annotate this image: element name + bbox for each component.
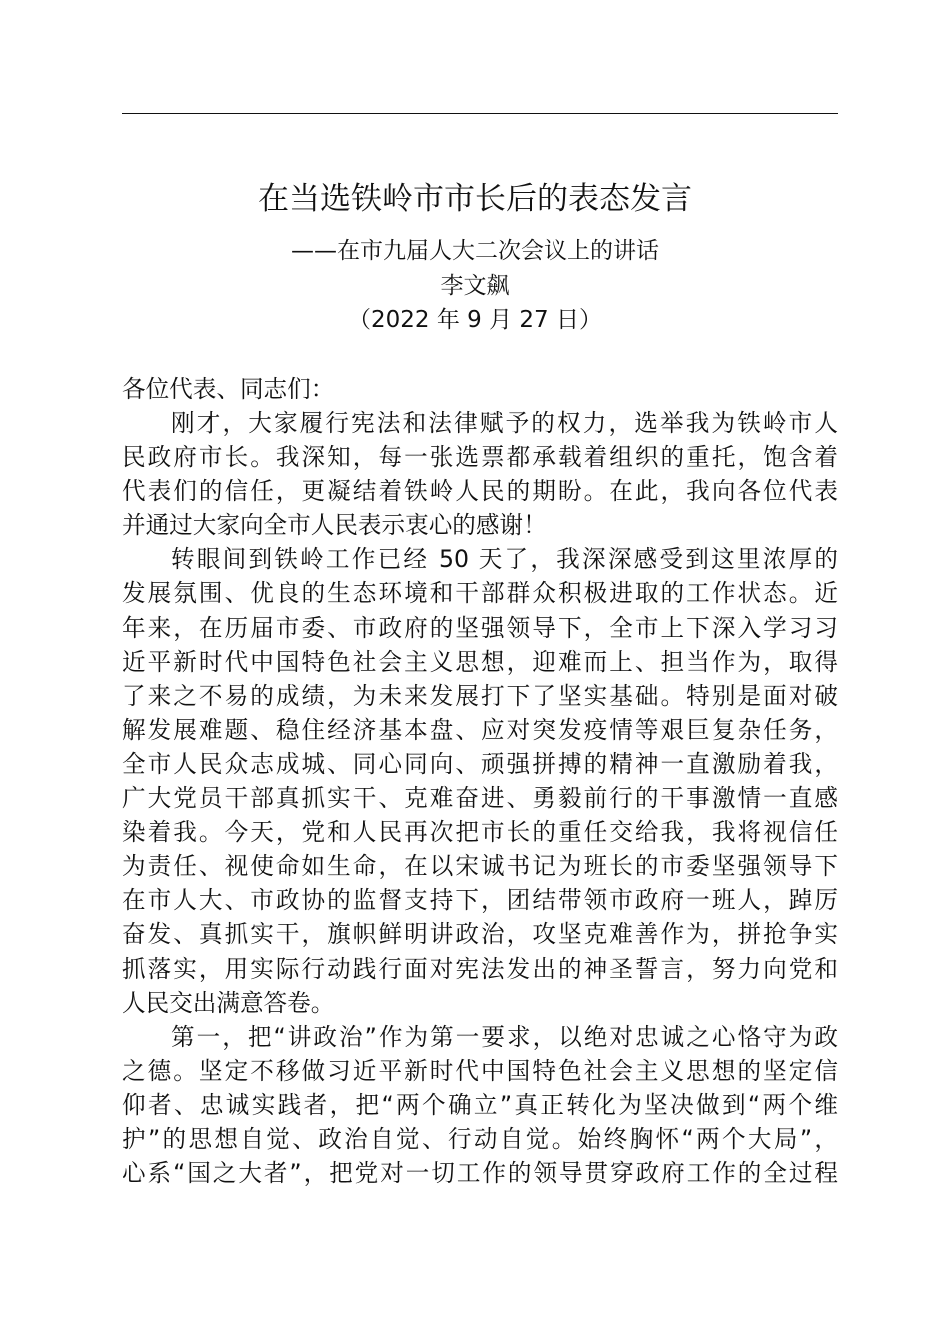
paragraph-line: 在市人大、市政协的监督支持下，团结带领市政府一班人，踔厉 bbox=[122, 886, 838, 915]
paragraph-line: 年来，在历届市委、市政府的坚强领导下，全市上下深入学习习 bbox=[122, 613, 838, 642]
speech-body bbox=[122, 372, 838, 1190]
paragraph-list bbox=[122, 406, 838, 1190]
paragraph-line: 心系“国之大者”，把党对一切工作的领导贯穿政府工作的全过程 bbox=[122, 1159, 838, 1188]
paragraph-line: 发展氛围、优良的生态环境和干部群众积极进取的工作状态。近 bbox=[122, 579, 838, 608]
paragraph-line: 代表们的信任，更凝结着铁岭人民的期盼。在此，我向各位代表 bbox=[122, 477, 838, 506]
paragraph-line: 染着我。今天，党和人民再次把市长的重任交给我，我将视信任 bbox=[122, 818, 838, 847]
paragraph-line: 解发展难题、稳住经济基本盘、应对突发疫情等艰巨复杂任务， bbox=[122, 715, 838, 744]
paragraph bbox=[122, 406, 838, 542]
paragraph-line: 近平新时代中国特色社会主义思想，迎难而上、担当作为，取得 bbox=[122, 647, 838, 676]
paragraph-line: 民政府市长。我深知，每一张选票都承载着组织的重托，饱含着 bbox=[122, 443, 838, 472]
paragraph-line: 刚才，大家履行宪法和法律赋予的权力，选举我为铁岭市人 bbox=[171, 409, 838, 437]
paragraph-line: 全市人民众志成城、同心同向、顽强拼搏的精神一直激励着我， bbox=[122, 749, 838, 778]
paragraph-line: 第一，把“讲政治”作为第一要求，以绝对忠诚之心恪守为政 bbox=[171, 1022, 838, 1051]
speech-date: （2022 年 9 月 27 日） bbox=[348, 307, 602, 333]
paragraph bbox=[122, 1020, 838, 1190]
paragraph-line: 护”的思想自觉、政治自觉、行动自觉。始终胸怀“两个大局”， bbox=[122, 1124, 838, 1153]
author-name: 李文飙 bbox=[440, 273, 510, 299]
paragraph-line: 之德。坚定不移做习近平新时代中国特色社会主义思想的坚定信 bbox=[122, 1056, 838, 1085]
paragraph-line: 抓落实，用实际行动践行面对宪法发出的神圣誓言，努力向党和 bbox=[122, 954, 838, 983]
paragraph-line: 奋发、真抓实干，旗帜鲜明讲政治，攻坚克难善作为，拼抢争实 bbox=[122, 920, 838, 949]
paragraph-line: 仰者、忠诚实践者，把“两个确立”真正转化为坚决做到“两个维 bbox=[122, 1090, 838, 1119]
salutation: 各位代表、同志们： bbox=[122, 375, 335, 403]
paragraph-line: 并通过大家向全市人民表示衷心的感谢！ bbox=[122, 511, 547, 540]
paragraph-line: 为责任、视使命如生命，在以宋诚书记为班长的市委坚强领导下 bbox=[122, 852, 838, 881]
paragraph-line: 转眼间到铁岭工作已经 50 天了，我深深感受到这里浓厚的 bbox=[171, 545, 838, 574]
document-title: 在当选铁岭市市长后的表态发言 bbox=[258, 181, 692, 217]
paragraph bbox=[122, 542, 838, 1019]
paragraph-line: 了来之不易的成绩，为未来发展打下了坚实基础。特别是面对破 bbox=[122, 681, 838, 710]
document-subtitle: ——在市九届人大二次会议上的讲话 bbox=[291, 238, 659, 264]
paragraph-line: 广大党员干部真抓实干、克难奋进、勇毅前行的干事激情一直感 bbox=[122, 784, 838, 813]
header-rule bbox=[122, 113, 838, 114]
paragraph-line: 人民交出满意答卷。 bbox=[122, 988, 335, 1017]
